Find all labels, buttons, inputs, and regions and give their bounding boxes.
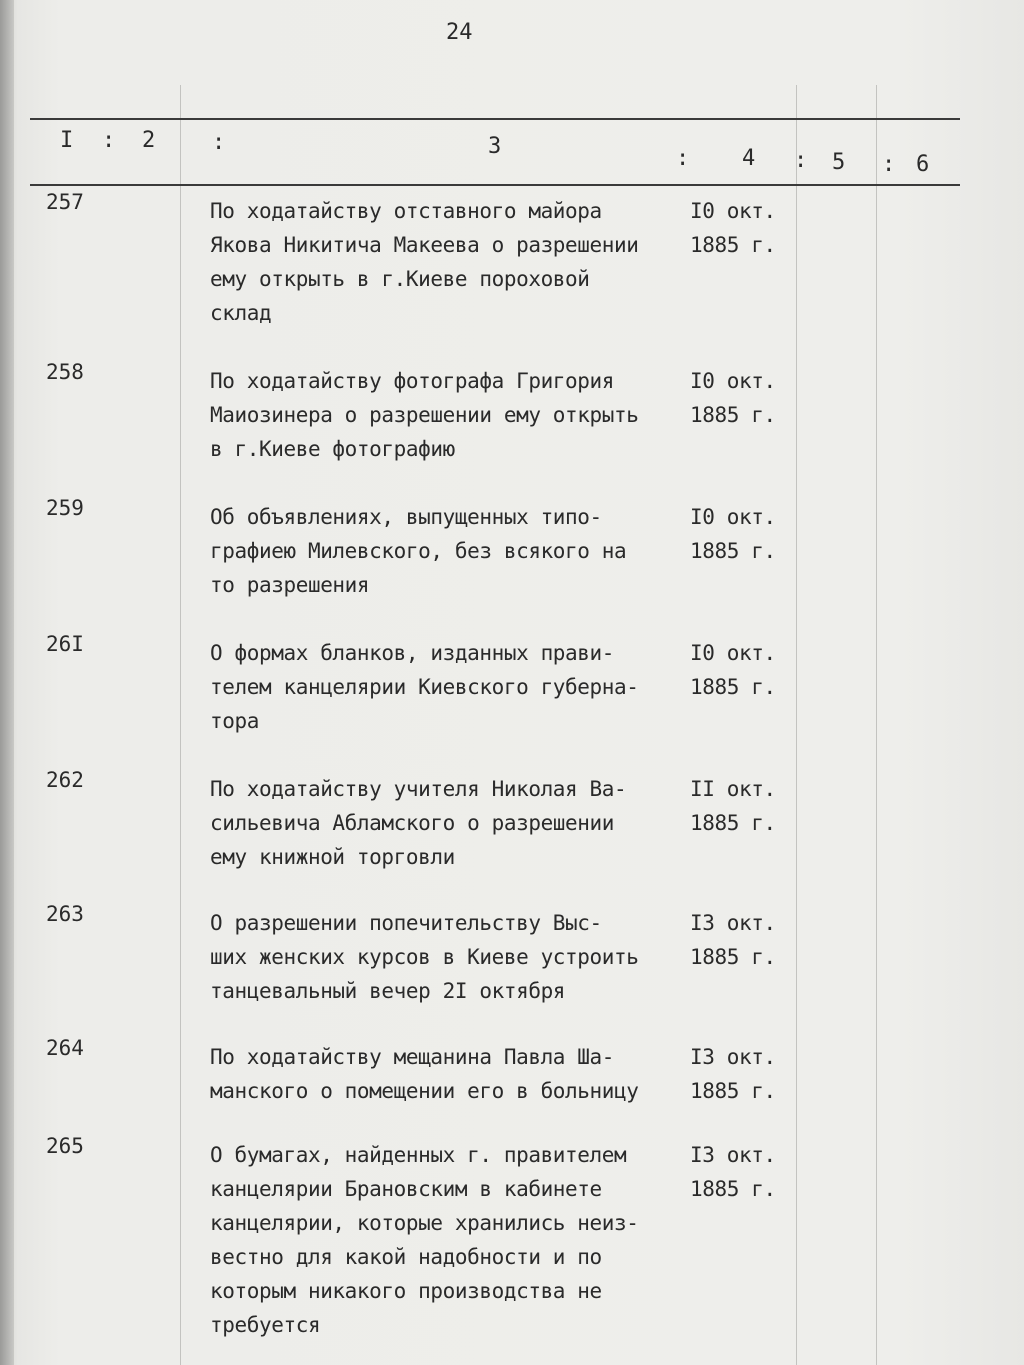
entry-description: По ходатайству учителя Николая Ва- сильевича Абламского о разрешении ему книжной торговли bbox=[210, 777, 627, 869]
entry-number: 258 bbox=[46, 360, 84, 384]
entry-date: I0 окт. 1885 г. bbox=[690, 199, 776, 257]
entry-description: О бумагах, найденных г. правителем канцелярии Брановским в кабинете канцелярии, которые хранились неиз- вестно для какой надобности и по которым никакого производства не требуется bbox=[210, 1143, 639, 1337]
header-col6: 6 bbox=[916, 152, 930, 177]
entry-number: 264 bbox=[46, 1036, 84, 1060]
entry-number: 259 bbox=[46, 496, 84, 520]
entry-date: I0 окт. 1885 г. bbox=[690, 369, 776, 427]
entry-number: 263 bbox=[46, 902, 84, 926]
entry-description: Об объявлениях, выпущенных типо- графиею Милевского, без всякого на то разрешения bbox=[210, 505, 627, 597]
entry-description: О формах бланков, изданных прави- телем канцелярии Киевского губерна- тора bbox=[210, 641, 639, 733]
entry-number: 262 bbox=[46, 768, 84, 792]
header-separator: : bbox=[676, 146, 690, 171]
page-number: 24 bbox=[446, 20, 473, 45]
header-separator: : bbox=[882, 152, 896, 177]
column-rule bbox=[876, 85, 877, 1365]
entry-date: I3 окт. 1885 г. bbox=[690, 1045, 776, 1103]
entry-date: II окт. 1885 г. bbox=[690, 777, 776, 835]
header-col2: 2 bbox=[142, 128, 156, 153]
entry-date: I3 окт. 1885 г. bbox=[690, 1143, 776, 1201]
entry-number: 265 bbox=[46, 1134, 84, 1158]
header-separator: : bbox=[102, 128, 116, 153]
header-col1: I bbox=[60, 128, 74, 153]
entry-date: I0 окт. 1885 г. bbox=[690, 505, 776, 563]
header-bottom-rule bbox=[30, 184, 960, 186]
entry-description: По ходатайству фотографа Григория Маиозинера о разрешении ему открыть в г.Киеве фотографию bbox=[210, 369, 639, 461]
page-binding-edge bbox=[0, 0, 14, 1365]
column-rule bbox=[180, 85, 181, 1365]
header-col5: 5 bbox=[832, 150, 846, 175]
entry-date: I3 окт. 1885 г. bbox=[690, 911, 776, 969]
entry-description: По ходатайству отставного майора Якова Никитича Макеева о разрешении ему открыть в г.Киеве пороховой склад bbox=[210, 199, 639, 325]
entry-date: I0 окт. 1885 г. bbox=[690, 641, 776, 699]
entry-description: По ходатайству мещанина Павла Ша- манского о помещении его в больницу bbox=[210, 1045, 639, 1103]
header-col3: 3 bbox=[488, 134, 502, 159]
header-separator: : bbox=[212, 130, 226, 155]
header-top-rule bbox=[30, 118, 960, 120]
entry-description: О разрешении попечительству Выс- ших женских курсов в Киеве устроить танцевальный вечер 2I октября bbox=[210, 911, 639, 1003]
header-separator: : bbox=[794, 148, 808, 173]
header-col4: 4 bbox=[742, 146, 756, 171]
entry-number: 26I bbox=[46, 632, 84, 656]
entry-number: 257 bbox=[46, 190, 84, 214]
